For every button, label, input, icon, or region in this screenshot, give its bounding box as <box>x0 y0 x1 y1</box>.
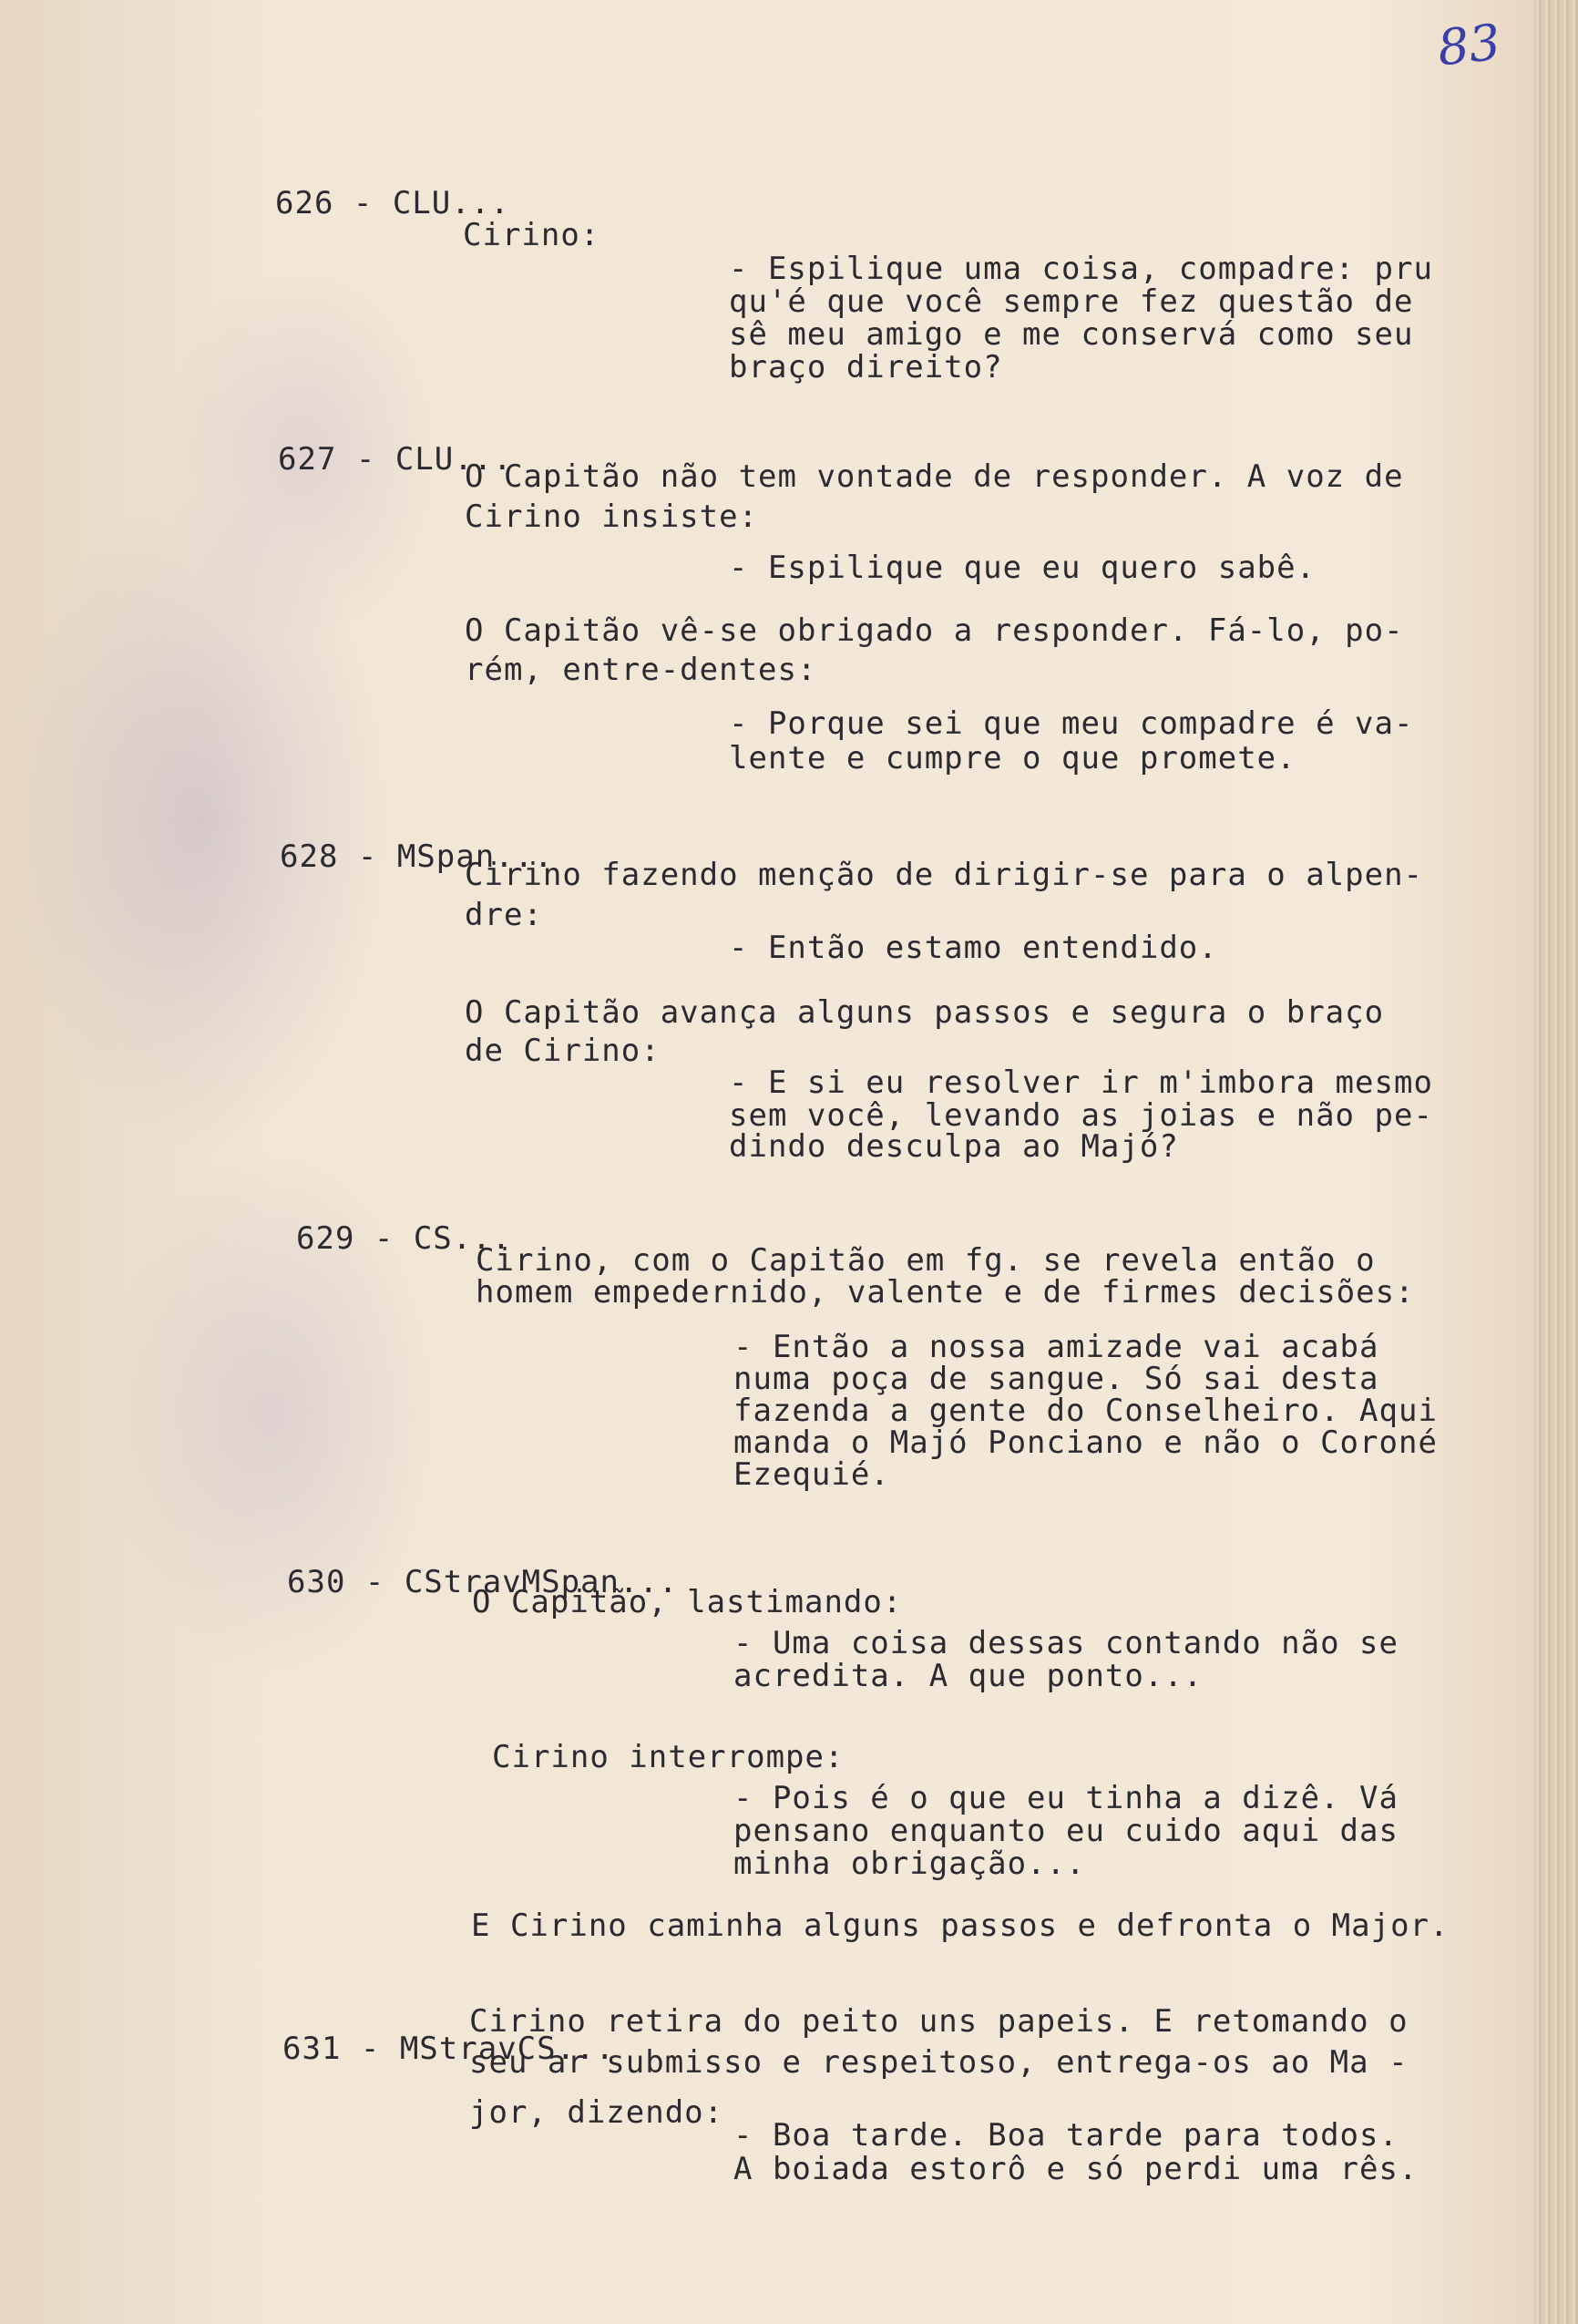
scene-627-dialogue-3: lente e cumpre o que promete. <box>729 740 1296 776</box>
scene-627-action-3: O Capitão vê-se obrigado a responder. Fá-lo, po- <box>465 612 1404 649</box>
scene-630-dialogue-3: - Pois é o que eu tinha a dizê. Vá <box>733 1780 1399 1816</box>
scene-628-action-4: de Cirino: <box>465 1033 661 1069</box>
scene-628-action-2: dre: <box>465 897 543 933</box>
scene-627-action-1: O Capitão não tem vontade de responder. A voz de <box>465 458 1404 495</box>
scene-628-action-3: O Capitão avança alguns passos e segura o braço <box>465 994 1385 1031</box>
scene-629-dialogue-1: - Então a nossa amizade vai acabá <box>733 1329 1379 1365</box>
scene-629-dialogue-4: manda o Majó Ponciano e não o Coroné <box>733 1424 1438 1461</box>
scene-626-dialogue-1: - Espilique uma coisa, compadre: pru <box>729 251 1433 287</box>
scene-626-dialogue-4: braço direito? <box>729 349 1003 386</box>
scene-630-dialogue-4: pensano enquanto eu cuido aqui das <box>733 1813 1399 1849</box>
scene-631-dialogue-2: A boiada estorô e só perdi uma rês. <box>733 2151 1419 2187</box>
page-edge-stack <box>1534 0 1578 2324</box>
scene-630-action-2: Cirino interrompe: <box>492 1739 845 1775</box>
scene-631-action-2: seu ar submisso e respeitoso, entrega-os ao Ma - <box>469 2044 1409 2081</box>
scene-627-action-4: rém, entre-dentes: <box>465 652 817 688</box>
scene-629-action-2: homem empedernido, valente e de firmes decisões: <box>476 1274 1415 1311</box>
scene-629-action-1: Cirino, com o Capitão em fg. se revela então o <box>476 1242 1376 1279</box>
scene-628-dialogue-2: - E si eu resolver ir m'imbora mesmo <box>729 1064 1433 1101</box>
scene-628-dialogue-4: dindo desculpa ao Majó? <box>729 1128 1179 1165</box>
scene-631-action-3: jor, dizendo: <box>469 2094 724 2131</box>
scene-628-dialogue-3: sem você, levando as joias e não pe- <box>729 1097 1433 1134</box>
scene-629-dialogue-5: Ezequié. <box>733 1456 890 1493</box>
scene-627-dialogue-2: - Porque sei que meu compadre é va- <box>729 705 1414 742</box>
scene-629-dialogue-2: numa poça de sangue. Só sai desta <box>733 1361 1379 1397</box>
scene-629-heading: 629 - CS... <box>296 1220 512 1257</box>
handwritten-page-number: 83 <box>1434 13 1503 77</box>
scene-630-dialogue-1: - Uma coisa dessas contando não se <box>733 1625 1399 1661</box>
scene-627-heading: 627 - CLU... <box>278 441 513 478</box>
scene-628-heading: 628 - MSpan... <box>280 838 554 875</box>
scene-626-dialogue-2: qu'é que você sempre fez questão de <box>729 283 1414 320</box>
scene-631-action-1: Cirino retira do peito uns papeis. E retomando o <box>469 2003 1409 2040</box>
scene-629-dialogue-3: fazenda a gente do Conselheiro. Aqui <box>733 1393 1438 1429</box>
scene-628-action-1: Cirino fazendo menção de dirigir-se para o alpen- <box>465 857 1424 893</box>
scene-630-action-1: O Capitão, lastimando: <box>472 1584 903 1620</box>
scene-626-speaker: Cirino: <box>463 217 600 253</box>
scene-631-dialogue-1: - Boa tarde. Boa tarde para todos. <box>733 2117 1399 2154</box>
scene-630-dialogue-2: acredita. A que ponto... <box>733 1658 1204 1694</box>
scene-630-heading: 630 - CStravMSpan... <box>287 1564 679 1600</box>
scene-627-dialogue-1: - Espilique que eu quero sabê. <box>729 550 1317 586</box>
scene-630-dialogue-5: minha obrigação... <box>733 1846 1086 1882</box>
scene-631-heading: 631 - MStravCS... <box>282 2031 615 2067</box>
scene-626-heading: 626 - CLU... <box>275 185 510 221</box>
scene-627-action-2: Cirino insiste: <box>465 499 759 535</box>
scene-626-dialogue-3: sê meu amigo e me conservá como seu <box>729 316 1414 353</box>
scene-630-action-3: E Cirino caminha alguns passos e defronta o Major. <box>471 1908 1450 1944</box>
scene-628-dialogue-1: - Então estamo entendido. <box>729 930 1218 966</box>
